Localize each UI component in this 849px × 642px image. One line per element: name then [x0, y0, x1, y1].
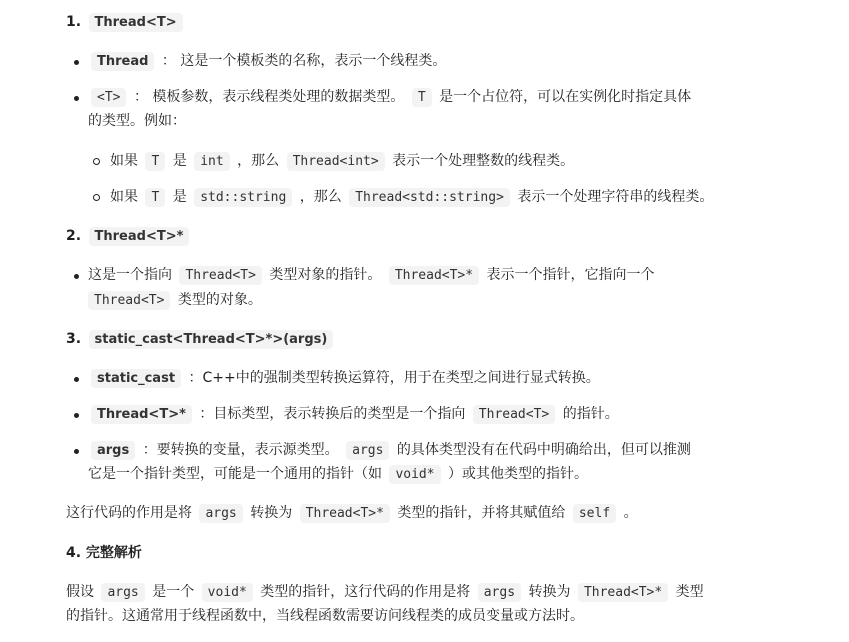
list-item [88, 438, 691, 463]
list-item [88, 49, 446, 74]
summary-paragraph [66, 501, 638, 526]
item-text: 这行代码的作用是将 [66, 505, 192, 521]
bullet-icon [74, 413, 79, 418]
bullet-icon [74, 377, 79, 382]
item-text: 表示一个处理字符串的线程类。 [517, 189, 714, 205]
bullet-icon [74, 96, 79, 101]
item-text: ，那么 [299, 189, 342, 205]
list-number: 3. [66, 331, 82, 347]
inline-code: Thread<T>* [578, 583, 668, 602]
bullet-icon [74, 449, 79, 454]
inline-code: args [478, 583, 521, 602]
inline-code: Thread [91, 52, 154, 71]
section-1-heading [66, 10, 186, 35]
item-text: 类型的指针，并将其赋值给 [397, 505, 566, 521]
inline-code: T [145, 152, 165, 171]
section-3-heading [66, 327, 336, 352]
inline-code: T [145, 188, 165, 207]
inline-code: std::string [194, 188, 292, 207]
list-item [88, 366, 600, 391]
item-text: ：目标类型，表示转换后的类型是一个指向 [199, 406, 466, 422]
list-item [88, 85, 691, 110]
inline-code: <T> [91, 88, 126, 107]
item-text: ： 这是一个模板类的名称，表示一个线程类。 [161, 53, 447, 69]
item-text: 是 [172, 153, 187, 169]
item-text: 是 [172, 189, 187, 205]
inline-code: Thread<T> [473, 405, 555, 424]
item-text: 假设 [66, 584, 94, 600]
item-text: 类型的对象。 [177, 292, 262, 308]
item-text: ： 模板参数，表示线程类处理的数据类型。 [133, 89, 405, 105]
paragraph-continued: 的指针。这通常用于线程函数中，当线程函数需要访问线程类的成员变量或方法时。 [66, 608, 584, 624]
item-text: ）或其他类型的指针。 [448, 466, 589, 482]
section-title-code: Thread<T> [89, 13, 183, 32]
item-text: 如果 [110, 189, 138, 205]
item-text: 表示一个处理整数的线程类。 [392, 153, 575, 169]
inline-code: Thread<T> [88, 291, 170, 310]
list-item [110, 149, 574, 174]
bullet-icon [74, 274, 79, 279]
item-text: 这是一个指向 [88, 267, 172, 283]
inline-code: args [199, 504, 242, 523]
list-number: 1. [66, 14, 82, 30]
item-text: 的具体类型没有在代码中明确给出，但可以推测 [396, 442, 691, 458]
sub-bullet-icon [93, 158, 100, 165]
item-text: ：C++中的强制类型转换运算符，用于在类型之间进行显式转换。 [188, 370, 600, 386]
item-text: 的指针。 [562, 406, 619, 422]
list-item [88, 263, 655, 288]
list-item-continued [88, 462, 588, 487]
list-number: 2. [66, 228, 82, 244]
item-text: 类型对象的指针。 [269, 267, 382, 283]
item-text: 转换为 [250, 505, 293, 521]
item-text: ：要转换的变量，表示源类型。 [142, 442, 339, 458]
item-text: 如果 [110, 153, 138, 169]
list-item [88, 402, 619, 427]
inline-code: void* [389, 465, 440, 484]
inline-code: Thread<int> [287, 152, 385, 171]
item-text: 是一个 [152, 584, 195, 600]
paragraph [66, 580, 704, 605]
section-title-code: Thread<T>* [89, 227, 190, 246]
inline-code: args [346, 441, 389, 460]
inline-code: self [573, 504, 616, 523]
section-4-heading: 4. 完整解析 [66, 545, 142, 561]
item-text-continued: 的类型。例如： [88, 113, 186, 129]
inline-code: Thread<T>* [91, 405, 192, 424]
list-item [110, 185, 713, 210]
inline-code: int [194, 152, 229, 171]
item-text: 是一个占位符，可以在实例化时指定具体 [439, 89, 692, 105]
item-text: 类型 [675, 584, 704, 600]
bullet-icon [74, 60, 79, 65]
item-text: 。 [623, 505, 638, 521]
sub-bullet-icon [93, 194, 100, 201]
section-2-heading [66, 224, 192, 249]
inline-code: Thread<T>* [300, 504, 390, 523]
inline-code: args [101, 583, 144, 602]
inline-code: args [91, 441, 135, 460]
inline-code: static_cast [91, 369, 181, 388]
inline-code: void* [202, 583, 253, 602]
item-text: 类型的指针，这行代码的作用是将 [260, 584, 471, 600]
section-title-code: static_cast<Thread<T>*>(args) [89, 330, 334, 349]
list-item-continued [88, 288, 262, 313]
inline-code: Thread<std::string> [349, 188, 510, 207]
inline-code: T [412, 88, 432, 107]
item-text: ，那么 [237, 153, 280, 169]
item-text: 转换为 [528, 584, 571, 600]
item-text: 它是一个指针类型，可能是一个通用的指针（如 [88, 466, 382, 482]
inline-code: Thread<T> [179, 266, 261, 285]
item-text: 表示一个指针，它指向一个 [486, 267, 655, 283]
inline-code: Thread<T>* [389, 266, 479, 285]
